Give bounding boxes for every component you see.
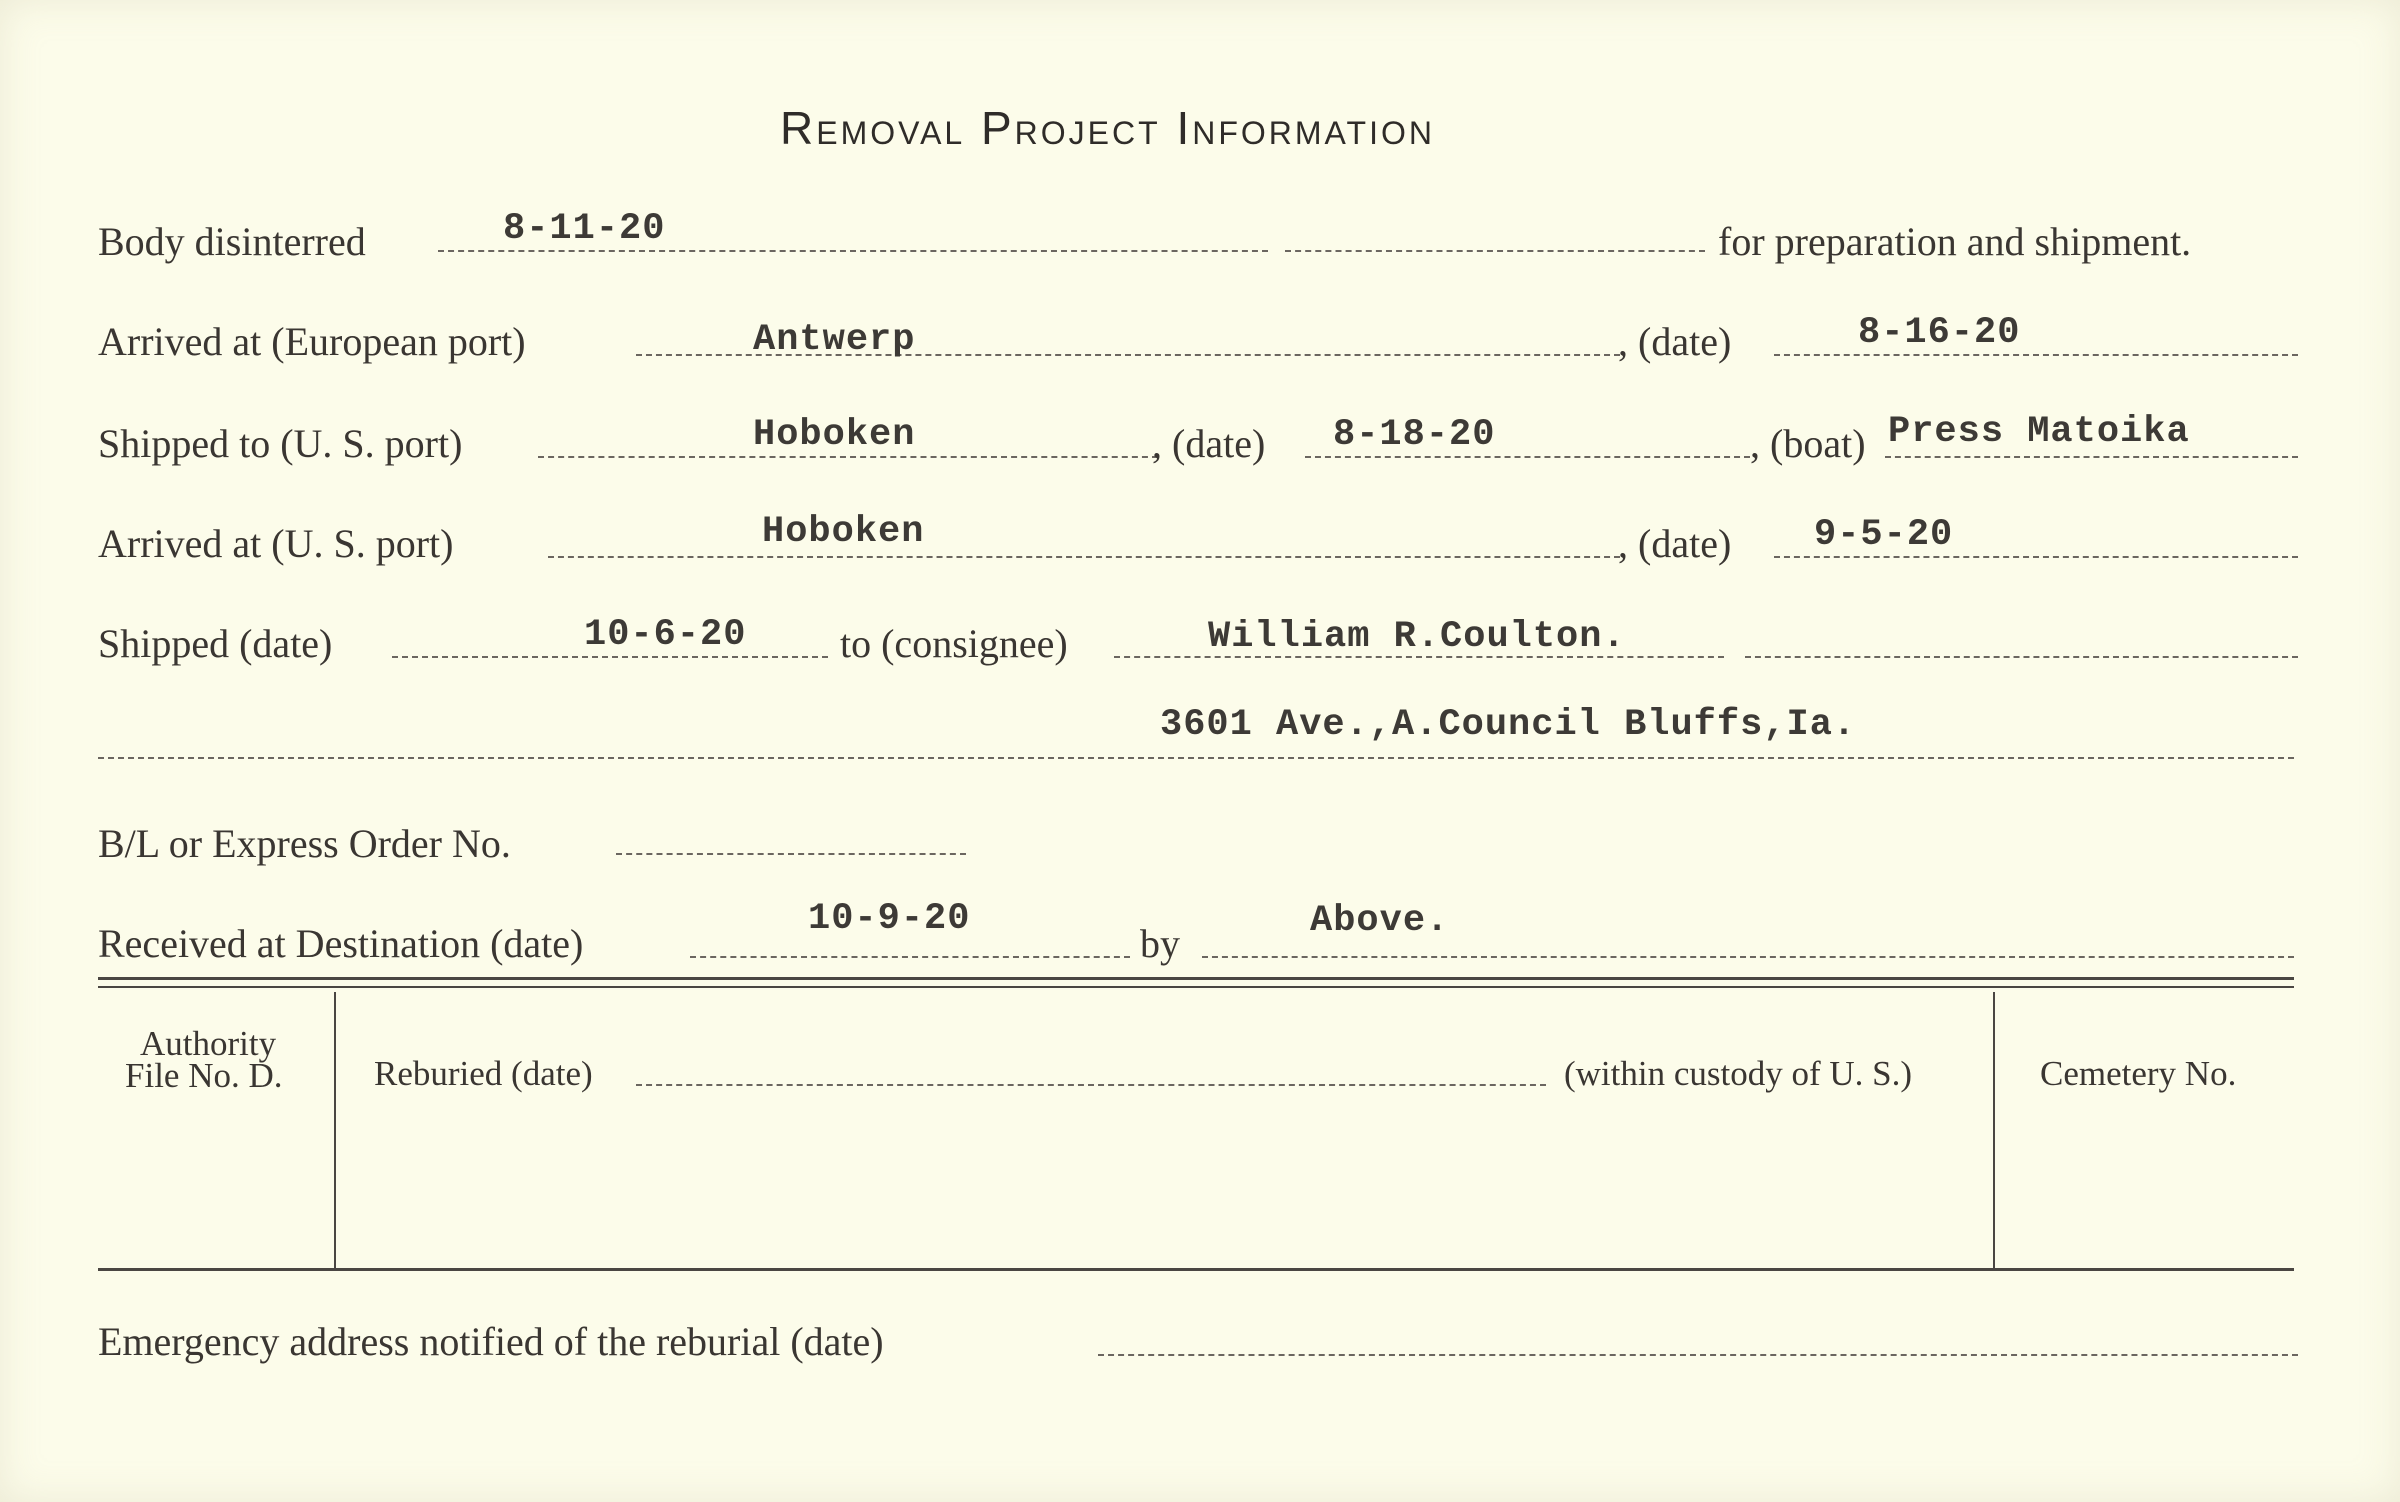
body-disinterred-label: Body disinterred	[98, 219, 366, 264]
received-by-line	[1202, 956, 2294, 958]
file-no-label: File No. D.	[125, 1056, 283, 1095]
arrived-us-date: 9-5-20	[1814, 514, 1954, 556]
bl-order-line	[616, 853, 966, 855]
arrived-us-label: Arrived at (U. S. port)	[98, 521, 454, 566]
cemetery-label: Cemetery No.	[2040, 1054, 2237, 1093]
arrived-european-port: Antwerp	[753, 319, 916, 361]
received-by-label: by	[1140, 921, 1180, 966]
address-line	[98, 757, 2294, 759]
consignee-line-2	[1745, 656, 2298, 658]
shipped-us-boat: Press Matoika	[1888, 411, 2190, 453]
consignee-name: William R.Coulton.	[1208, 616, 1626, 658]
table-top-rule	[98, 977, 2294, 980]
shipped-us-boat-label: , (boat)	[1750, 421, 1866, 466]
table-divider-left	[334, 992, 336, 1268]
page-title: Removal Project Information	[780, 102, 1435, 154]
arrived-us-date-line	[1774, 556, 2298, 558]
body-disinterred-value: 8-11-20	[503, 208, 666, 250]
received-by: Above.	[1310, 900, 1450, 942]
shipped-date-line	[392, 656, 828, 658]
shipped-date: 10-6-20	[584, 614, 747, 656]
body-disinterred-line	[438, 250, 1268, 252]
arrived-european-date: 8-16-20	[1858, 312, 2021, 354]
emergency-line	[1098, 1354, 2298, 1356]
consignee-address: 3601 Ave.,A.Council Bluffs,Ia.	[1160, 704, 1857, 746]
body-disinterred-line-2	[1285, 250, 1705, 252]
received-date-line	[690, 956, 1130, 958]
arrived-european-label: Arrived at (European port)	[98, 319, 526, 364]
shipped-date-label: Shipped (date)	[98, 621, 333, 666]
emergency-label: Emergency address notified of the reburial (date)	[98, 1319, 884, 1364]
table-bottom-rule	[98, 1268, 2294, 1271]
custody-label: (within custody of U. S.)	[1564, 1054, 1913, 1093]
bl-order-label: B/L or Express Order No.	[98, 821, 511, 866]
shipped-us-label: Shipped to (U. S. port)	[98, 421, 463, 466]
reburied-line	[636, 1084, 1546, 1086]
arrived-european-date-line	[1774, 354, 2298, 356]
received-date: 10-9-20	[808, 898, 971, 940]
shipped-us-boat-line	[1885, 456, 2298, 458]
table-divider-right	[1993, 992, 1995, 1268]
authority-label: Authority	[140, 1024, 277, 1063]
shipped-us-date-line	[1305, 456, 1750, 458]
table-top-rule-2	[98, 986, 2294, 988]
arrived-us-line	[548, 556, 1620, 558]
shipped-us-port: Hoboken	[753, 414, 916, 456]
received-label: Received at Destination (date)	[98, 921, 584, 966]
reburied-label: Reburied (date)	[374, 1054, 593, 1093]
arrived-us-port: Hoboken	[762, 511, 925, 553]
arrived-european-date-label: , (date)	[1618, 319, 1732, 364]
shipped-us-line	[538, 456, 1158, 458]
body-disinterred-suffix: for preparation and shipment.	[1718, 219, 2192, 264]
shipped-us-date: 8-18-20	[1333, 414, 1496, 456]
consignee-label: to (consignee)	[840, 621, 1068, 666]
arrived-us-date-label: , (date)	[1618, 521, 1732, 566]
shipped-us-date-label: , (date)	[1152, 421, 1266, 466]
